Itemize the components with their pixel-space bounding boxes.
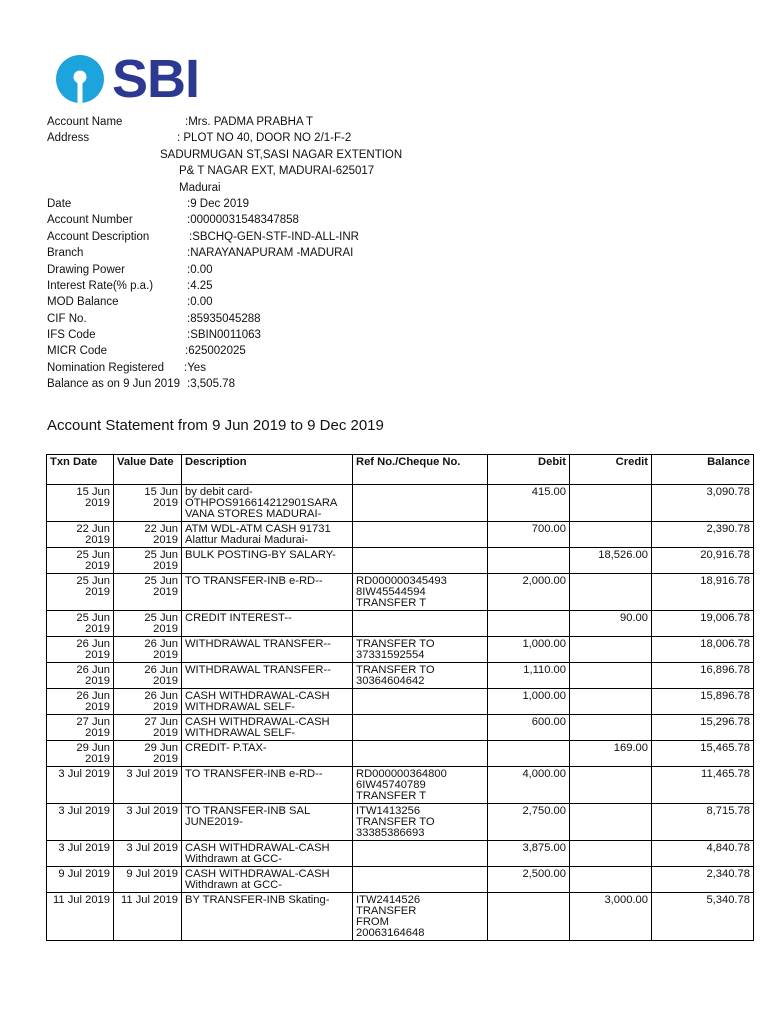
- debit-cell: 2,500.00: [488, 867, 570, 893]
- debit-cell: 3,875.00: [488, 841, 570, 867]
- table-row: [47, 767, 754, 804]
- ref-no-cell: TRANSFER TO 37331592554: [353, 637, 488, 663]
- description-cell: WITHDRAWAL TRANSFER--: [182, 637, 353, 663]
- value-date-cell: 3 Jul 2019: [114, 804, 182, 841]
- balance-cell: 20,916.78: [652, 548, 754, 574]
- account-info-value: P& T NAGAR EXT, MADURAI-625017: [179, 165, 375, 178]
- ref-no-cell: [353, 485, 488, 522]
- balance-cell: 15,296.78: [652, 715, 754, 741]
- debit-cell: 4,000.00: [488, 767, 570, 804]
- debit-cell: 2,750.00: [488, 804, 570, 841]
- description-cell: by debit card- OTHPOS916614212901SARA VANA STORES MADURAI-: [182, 485, 353, 522]
- account-info-label: Balance as on 9 Jun 2019: [47, 378, 180, 391]
- txn-date-cell: 11 Jul 2019: [47, 893, 114, 941]
- credit-cell: [570, 804, 652, 841]
- table-body: [47, 485, 754, 941]
- description-cell: WITHDRAWAL TRANSFER--: [182, 663, 353, 689]
- debit-cell: [488, 893, 570, 941]
- ref-no-header: Ref No./Cheque No.: [353, 455, 488, 485]
- balance-cell: 11,465.78: [652, 767, 754, 804]
- account-info-label: Drawing Power: [47, 263, 125, 276]
- debit-cell: 700.00: [488, 522, 570, 548]
- account-info-label: Branch: [47, 247, 84, 260]
- debit-cell: 1,000.00: [488, 689, 570, 715]
- credit-cell: [570, 867, 652, 893]
- ref-no-cell: [353, 522, 488, 548]
- value-date-cell: 29 Jun 2019: [114, 741, 182, 767]
- debit-cell: [488, 548, 570, 574]
- table-row: [47, 867, 754, 893]
- statement-title: Account Statement from 9 Jun 2019 to 9 Dec 2019: [47, 417, 384, 434]
- credit-header: Credit: [570, 455, 652, 485]
- credit-cell: 90.00: [570, 611, 652, 637]
- txn-date-cell: 3 Jul 2019: [47, 841, 114, 867]
- txn-date-header: Txn Date: [47, 455, 114, 485]
- sbi-logo-icon: [54, 53, 106, 105]
- account-info-label: Address: [47, 132, 90, 145]
- debit-cell: 600.00: [488, 715, 570, 741]
- table-row: [47, 637, 754, 663]
- description-cell: BULK POSTING-BY SALARY-: [182, 548, 353, 574]
- table-row: [47, 804, 754, 841]
- debit-cell: 415.00: [488, 485, 570, 522]
- value-date-cell: 26 Jun 2019: [114, 637, 182, 663]
- credit-cell: 18,526.00: [570, 548, 652, 574]
- credit-cell: [570, 522, 652, 548]
- sbi-logo: [54, 49, 200, 109]
- credit-cell: [570, 841, 652, 867]
- value-date-cell: 25 Jun 2019: [114, 611, 182, 637]
- debit-cell: [488, 611, 570, 637]
- description-cell: CREDIT- P.TAX-: [182, 741, 353, 767]
- credit-cell: [570, 485, 652, 522]
- table-row: [47, 611, 754, 637]
- ref-no-cell: RD000000345493 8IW45544594 TRANSFER T: [353, 574, 488, 611]
- account-info-label: CIF No.: [47, 312, 87, 325]
- txn-date-cell: 15 Jun 2019: [47, 485, 114, 522]
- balance-cell: 15,465.78: [652, 741, 754, 767]
- credit-cell: [570, 574, 652, 611]
- account-info-label: IFS Code: [47, 329, 96, 342]
- ref-no-cell: [353, 548, 488, 574]
- description-cell: CASH WITHDRAWAL-CASH Withdrawn at GCC-: [182, 841, 353, 867]
- txn-date-cell: 26 Jun 2019: [47, 689, 114, 715]
- ref-no-cell: [353, 689, 488, 715]
- ref-no-cell: RD000000364800 6IW45740789 TRANSFER T: [353, 767, 488, 804]
- account-info-value: :00000031548347858: [187, 214, 299, 227]
- value-date-cell: 26 Jun 2019: [114, 689, 182, 715]
- txn-date-cell: 3 Jul 2019: [47, 767, 114, 804]
- account-info-label: Account Description: [47, 230, 150, 243]
- balance-cell: 4,840.78: [652, 841, 754, 867]
- txn-date-cell: 9 Jul 2019: [47, 867, 114, 893]
- credit-cell: 3,000.00: [570, 893, 652, 941]
- account-info-value: :Mrs. PADMA PRABHA T: [185, 116, 314, 128]
- balance-cell: 19,006.78: [652, 611, 754, 637]
- debit-header: Debit: [488, 455, 570, 485]
- logo-text: SBI: [112, 49, 200, 109]
- ref-no-cell: ITW2414526 TRANSFER FROM 20063164648: [353, 893, 488, 941]
- debit-cell: [488, 741, 570, 767]
- description-header: Description: [182, 455, 353, 485]
- balance-cell: 18,916.78: [652, 574, 754, 611]
- txn-date-cell: 26 Jun 2019: [47, 663, 114, 689]
- account-info-value: :0.00: [187, 296, 213, 309]
- credit-cell: [570, 637, 652, 663]
- account-info-value: :625002025: [185, 345, 246, 358]
- credit-cell: 169.00: [570, 741, 652, 767]
- balance-cell: 15,896.78: [652, 689, 754, 715]
- txn-date-cell: 25 Jun 2019: [47, 574, 114, 611]
- value-date-cell: 25 Jun 2019: [114, 574, 182, 611]
- account-info-label: Date: [47, 197, 72, 210]
- table-row: [47, 548, 754, 574]
- account-info-value: :4.25: [187, 279, 213, 292]
- credit-cell: [570, 767, 652, 804]
- description-cell: CREDIT INTEREST--: [182, 611, 353, 637]
- description-cell: TO TRANSFER-INB SAL JUNE2019-: [182, 804, 353, 841]
- account-info-value: :SBCHQ-GEN-STF-IND-ALL-INR: [189, 230, 359, 243]
- txn-date-cell: 25 Jun 2019: [47, 548, 114, 574]
- txn-date-cell: 25 Jun 2019: [47, 611, 114, 637]
- description-cell: TO TRANSFER-INB e-RD--: [182, 574, 353, 611]
- debit-cell: 1,000.00: [488, 637, 570, 663]
- description-cell: ATM WDL-ATM CASH 91731 Alattur Madurai Madurai-: [182, 522, 353, 548]
- account-info-label: MOD Balance: [47, 296, 119, 309]
- table-row: [47, 522, 754, 548]
- account-info-value: :NARAYANAPURAM -MADURAI: [187, 247, 354, 260]
- balance-cell: 18,006.78: [652, 637, 754, 663]
- description-cell: CASH WITHDRAWAL-CASH Withdrawn at GCC-: [182, 867, 353, 893]
- value-date-header: Value Date: [114, 455, 182, 485]
- value-date-cell: 11 Jul 2019: [114, 893, 182, 941]
- value-date-cell: 26 Jun 2019: [114, 663, 182, 689]
- credit-cell: [570, 715, 652, 741]
- balance-cell: 5,340.78: [652, 893, 754, 941]
- account-info-label: Nomination Registered: [47, 361, 164, 374]
- table-row: [47, 485, 754, 522]
- description-cell: CASH WITHDRAWAL-CASH WITHDRAWAL SELF-: [182, 715, 353, 741]
- ref-no-cell: TRANSFER TO 30364604642: [353, 663, 488, 689]
- value-date-cell: 22 Jun 2019: [114, 522, 182, 548]
- account-info-label: Interest Rate(% p.a.): [47, 279, 154, 292]
- ref-no-cell: ITW1413256 TRANSFER TO 33385386693: [353, 804, 488, 841]
- account-info-value: Madurai: [179, 181, 221, 194]
- balance-cell: 2,390.78: [652, 522, 754, 548]
- account-info-value: :0.00: [187, 263, 213, 276]
- balance-cell: 8,715.78: [652, 804, 754, 841]
- description-cell: TO TRANSFER-INB e-RD--: [182, 767, 353, 804]
- account-info-value: :9 Dec 2019: [187, 197, 250, 210]
- account-info-value: :3,505.78: [187, 378, 235, 391]
- table-row: [47, 574, 754, 611]
- ref-no-cell: [353, 841, 488, 867]
- txn-date-cell: 22 Jun 2019: [47, 522, 114, 548]
- balance-header: Balance: [652, 455, 754, 485]
- table-row: [47, 663, 754, 689]
- ref-no-cell: [353, 867, 488, 893]
- txn-date-cell: 3 Jul 2019: [47, 804, 114, 841]
- value-date-cell: 15 Jun 2019: [114, 485, 182, 522]
- account-info-label: Account Name: [47, 116, 123, 128]
- value-date-cell: 3 Jul 2019: [114, 841, 182, 867]
- account-info-label: Account Number: [47, 214, 133, 227]
- table-header-row: [47, 455, 754, 485]
- table-row: [47, 841, 754, 867]
- ref-no-cell: [353, 611, 488, 637]
- account-info-value: :85935045288: [187, 312, 261, 325]
- value-date-cell: 27 Jun 2019: [114, 715, 182, 741]
- debit-cell: 1,110.00: [488, 663, 570, 689]
- table-row: [47, 715, 754, 741]
- account-info-label: MICR Code: [47, 345, 108, 358]
- debit-cell: 2,000.00: [488, 574, 570, 611]
- value-date-cell: 9 Jul 2019: [114, 867, 182, 893]
- ref-no-cell: [353, 715, 488, 741]
- credit-cell: [570, 663, 652, 689]
- account-info-value: : PLOT NO 40, DOOR NO 2/1-F-2: [177, 132, 352, 145]
- balance-cell: 2,340.78: [652, 867, 754, 893]
- balance-cell: 3,090.78: [652, 485, 754, 522]
- table-row: [47, 741, 754, 767]
- account-info-value: SADURMUGAN ST,SASI NAGAR EXTENTION: [160, 148, 403, 161]
- table-row: [47, 893, 754, 941]
- account-info-value: :Yes: [184, 361, 206, 374]
- value-date-cell: 3 Jul 2019: [114, 767, 182, 804]
- txn-date-cell: 26 Jun 2019: [47, 637, 114, 663]
- ref-no-cell: [353, 741, 488, 767]
- account-info-value: :SBIN0011063: [187, 329, 261, 342]
- value-date-cell: 25 Jun 2019: [114, 548, 182, 574]
- transactions-table: [46, 454, 754, 941]
- credit-cell: [570, 689, 652, 715]
- description-cell: BY TRANSFER-INB Skating-: [182, 893, 353, 941]
- txn-date-cell: 27 Jun 2019: [47, 715, 114, 741]
- description-cell: CASH WITHDRAWAL-CASH WITHDRAWAL SELF-: [182, 689, 353, 715]
- balance-cell: 16,896.78: [652, 663, 754, 689]
- txn-date-cell: 29 Jun 2019: [47, 741, 114, 767]
- table-row: [47, 689, 754, 715]
